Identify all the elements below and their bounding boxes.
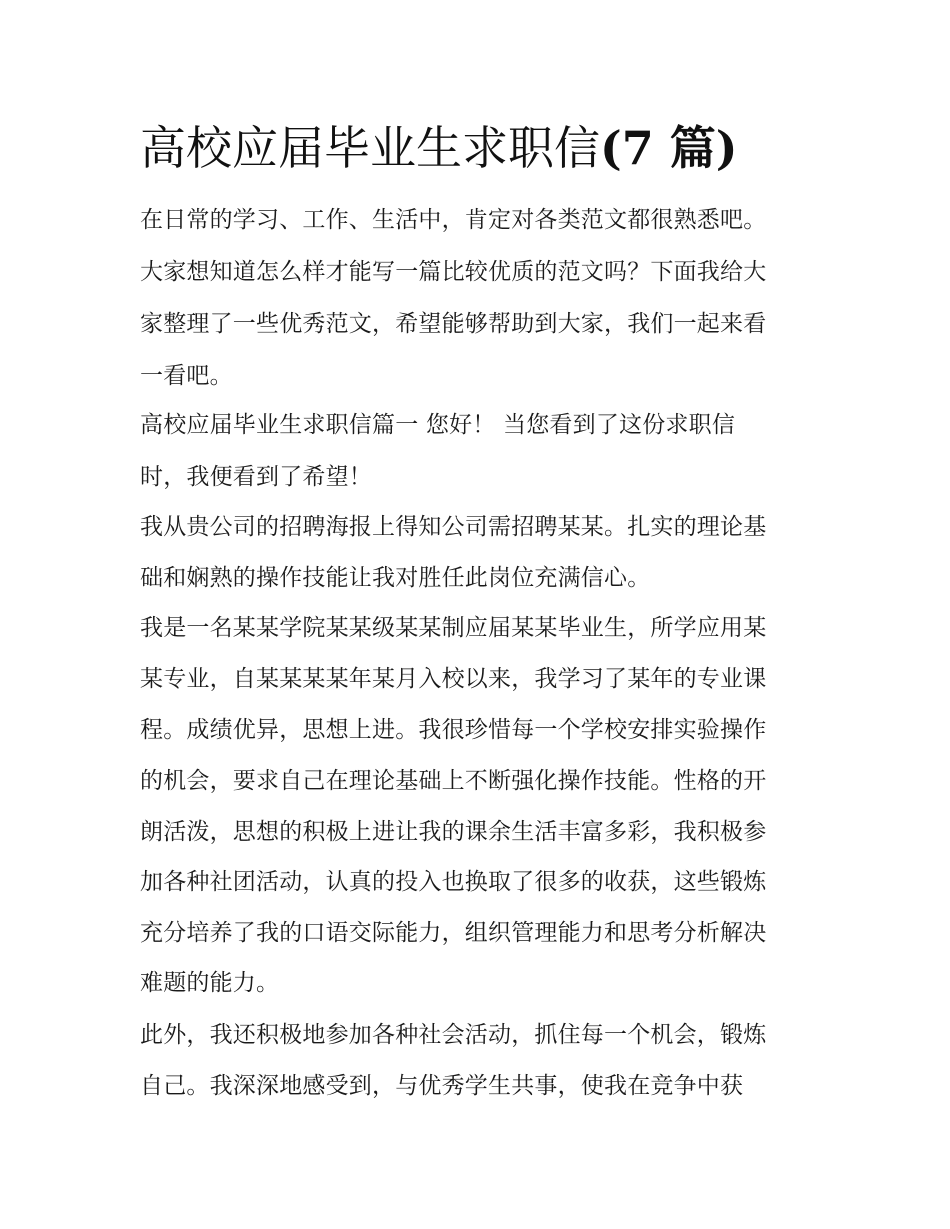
body-line-8: 础和娴熟的操作技能让我对胜任此岗位充满信心。 bbox=[140, 565, 651, 591]
body-line-9: 我是一名某某学院某某级某某制应届某某毕业生，所学应用某 bbox=[140, 615, 767, 641]
document-title bbox=[140, 118, 840, 178]
body-line-4: 一看吧。 bbox=[140, 363, 233, 389]
body-line-3: 家整理了一些优秀范文，希望能够帮助到大家，我们一起来看 bbox=[140, 311, 767, 337]
body-line-1: 在日常的学习、工作、生活中，肯定对各类范文都很熟悉吧。 bbox=[140, 207, 767, 233]
body-line-17: 此外，我还积极地参加各种社会活动，抓住每一个机会，锻炼 bbox=[140, 1022, 767, 1048]
body-line-2: 大家想知道怎么样才能写一篇比较优质的范文吗？下面我给大 bbox=[140, 259, 767, 285]
body-line-15: 充分培养了我的口语交际能力，组织管理能力和思考分析解决 bbox=[140, 920, 767, 946]
body-line-11: 程。成绩优异，思想上进。我很珍惜每一个学校安排实验操作 bbox=[140, 717, 767, 743]
document-title-count: (7 篇) bbox=[600, 121, 738, 175]
document-title-text: 高校应届毕业生求职信 bbox=[140, 121, 600, 175]
body-line-14: 加各种社团活动，认真的投入也换取了很多的收获，这些锻炼 bbox=[140, 869, 767, 895]
body-line-6: 时，我便看到了希望！ bbox=[140, 464, 372, 490]
body-line-13: 朗活泼，思想的积极上进让我的课余生活丰富多彩，我积极参 bbox=[140, 819, 767, 845]
body-line-7: 我从贵公司的招聘海报上得知公司需招聘某某。扎实的理论基 bbox=[140, 514, 767, 540]
body-line-12: 的机会，要求自己在理论基础上不断强化操作技能。性格的开 bbox=[140, 768, 767, 794]
body-line-5: 高校应届毕业生求职信篇一 您好！ 当您看到了这份求职信 bbox=[140, 412, 736, 438]
body-line-16: 难题的能力。 bbox=[140, 970, 280, 996]
body-line-10: 某专业，自某某某某年某月入校以来，我学习了某年的专业课 bbox=[140, 666, 767, 692]
body-line-18: 自己。我深深地感受到，与优秀学生共事，使我在竞争中获 bbox=[140, 1073, 744, 1099]
